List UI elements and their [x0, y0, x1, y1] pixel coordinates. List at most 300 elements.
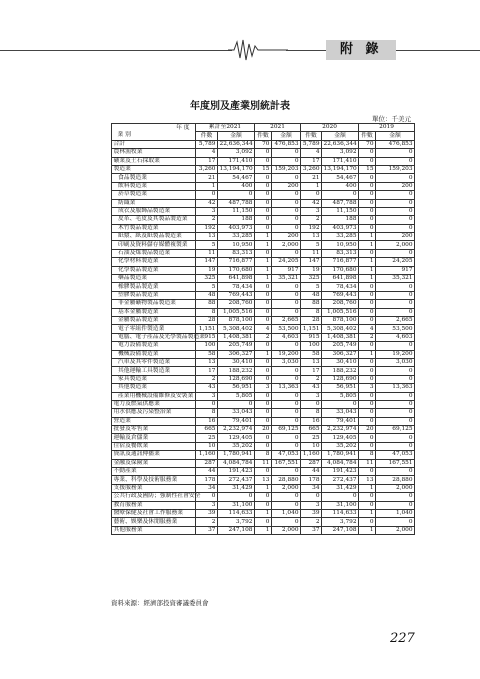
- amount-cell: 19,200: [376, 350, 415, 358]
- amount-cell: 53,500: [272, 325, 301, 333]
- count-cell: 1,151: [301, 325, 322, 333]
- table-row: [112, 434, 415, 442]
- amount-cell: 10,950: [218, 241, 255, 249]
- count-cell: 2: [301, 518, 322, 526]
- amount-cell: 1,408,381: [322, 333, 359, 341]
- amount-cell: 2,000: [272, 484, 301, 492]
- count-cell: 3: [196, 501, 218, 509]
- count-cell: 3: [301, 392, 322, 400]
- table-row: [112, 476, 415, 484]
- amount-cell: 188: [218, 216, 255, 224]
- amount-cell: 400: [322, 182, 359, 190]
- amount-cell: 0: [376, 409, 415, 417]
- amount-cell: 24,205: [376, 258, 415, 266]
- count-cell: 147: [301, 258, 322, 266]
- table-row: [112, 333, 415, 341]
- amount-cell: 200: [272, 233, 301, 241]
- count-cell: 8: [301, 409, 322, 417]
- row-label: 批發及零售業: [112, 426, 196, 434]
- sub-header: 金額: [376, 132, 415, 140]
- table-row: [112, 199, 415, 207]
- table-row: [112, 409, 415, 417]
- amount-cell: 476,853: [376, 140, 415, 148]
- count-cell: 28: [196, 316, 218, 324]
- count-cell: 0: [255, 149, 272, 157]
- table-row: [112, 191, 415, 199]
- table-row: [112, 493, 415, 501]
- count-cell: 325: [196, 275, 218, 283]
- count-cell: 665: [301, 426, 322, 434]
- sub-header: 金額: [272, 132, 301, 140]
- row-label: 住宿及餐飲業: [112, 442, 196, 450]
- year-header: 2020: [301, 124, 359, 132]
- row-label: 金融及保險業: [112, 459, 196, 467]
- count-cell: 0: [255, 518, 272, 526]
- row-label: 印刷及資料儲存媒體複製業: [112, 241, 196, 249]
- count-cell: 58: [301, 350, 322, 358]
- amount-cell: 5,805: [322, 392, 359, 400]
- count-cell: 0: [255, 308, 272, 316]
- amount-cell: 54,467: [218, 174, 255, 182]
- amount-cell: 188,232: [218, 367, 255, 375]
- table-row: [112, 518, 415, 526]
- amount-cell: 2,232,974: [322, 426, 359, 434]
- table-row: [112, 216, 415, 224]
- amount-cell: 0: [272, 149, 301, 157]
- row-label: 石油及煤製品製造業: [112, 249, 196, 257]
- amount-cell: 33,285: [322, 233, 359, 241]
- amount-cell: 0: [376, 199, 415, 207]
- count-cell: 2: [359, 333, 376, 341]
- count-cell: 1: [359, 509, 376, 517]
- count-cell: 0: [255, 434, 272, 442]
- row-label: 礦業及土石採取業: [112, 157, 196, 165]
- count-cell: 0: [359, 493, 376, 501]
- row-label: 合計: [112, 140, 196, 148]
- count-cell: 0: [255, 182, 272, 190]
- count-cell: 287: [196, 459, 218, 467]
- amount-cell: 306,327: [218, 350, 255, 358]
- count-cell: 25: [301, 434, 322, 442]
- amount-cell: 33,285: [218, 233, 255, 241]
- count-cell: 0: [255, 375, 272, 383]
- count-cell: 2: [196, 518, 218, 526]
- count-cell: 0: [255, 501, 272, 509]
- count-cell: 0: [255, 174, 272, 182]
- amount-cell: 0: [376, 417, 415, 425]
- count-cell: 178: [301, 476, 322, 484]
- sub-header: 件數: [359, 132, 376, 140]
- count-cell: 1,160: [196, 451, 218, 459]
- count-cell: 48: [196, 291, 218, 299]
- amount-cell: 0: [376, 367, 415, 375]
- table-row: [112, 459, 415, 467]
- count-cell: 70: [359, 140, 376, 148]
- amount-cell: 3,092: [322, 149, 359, 157]
- count-cell: 17: [301, 367, 322, 375]
- amount-cell: 0: [376, 375, 415, 383]
- amount-cell: 1,040: [272, 509, 301, 517]
- count-cell: 39: [301, 509, 322, 517]
- row-label: 資訊及通訊傳播業: [112, 451, 196, 459]
- amount-cell: 0: [272, 409, 301, 417]
- table-row: [112, 442, 415, 450]
- row-label: 電力及燃氣供應業: [112, 400, 196, 408]
- amount-cell: 1,005,516: [218, 308, 255, 316]
- amount-cell: 0: [218, 493, 255, 501]
- unit-label: 單位：千美元: [372, 115, 411, 123]
- amount-cell: 0: [272, 291, 301, 299]
- amount-cell: 0: [376, 191, 415, 199]
- count-cell: 0: [359, 358, 376, 366]
- count-cell: 0: [359, 207, 376, 215]
- count-cell: 17: [196, 157, 218, 165]
- count-cell: 19: [301, 266, 322, 274]
- row-label: 菸草製造業: [112, 191, 196, 199]
- count-cell: 19: [196, 266, 218, 274]
- count-cell: 0: [359, 291, 376, 299]
- count-cell: 28: [301, 316, 322, 324]
- amount-cell: 114,633: [322, 509, 359, 517]
- year-header: 2019: [359, 124, 415, 132]
- table-row: [112, 526, 415, 534]
- table-row: [112, 400, 415, 408]
- count-cell: 1: [255, 258, 272, 266]
- count-cell: 1: [359, 258, 376, 266]
- count-cell: 13: [301, 358, 322, 366]
- row-label: 產業用機械設備維修及安裝業: [112, 392, 196, 400]
- count-cell: 13: [255, 476, 272, 484]
- amount-cell: 4,603: [272, 333, 301, 341]
- count-cell: 0: [255, 367, 272, 375]
- amount-cell: 769,443: [322, 291, 359, 299]
- amount-cell: 33,043: [322, 409, 359, 417]
- row-label: 其他服務業: [112, 526, 196, 534]
- amount-cell: 0: [272, 392, 301, 400]
- count-cell: 1: [255, 526, 272, 534]
- table-row: [112, 275, 415, 283]
- count-cell: 0: [359, 442, 376, 450]
- count-cell: 0: [359, 174, 376, 182]
- amount-cell: 47,053: [376, 451, 415, 459]
- count-cell: 1: [255, 233, 272, 241]
- count-cell: 11: [359, 459, 376, 467]
- amount-cell: 24,205: [272, 258, 301, 266]
- amount-cell: 0: [272, 468, 301, 476]
- amount-cell: 400: [218, 182, 255, 190]
- count-cell: 58: [196, 350, 218, 358]
- amount-cell: 11,150: [218, 207, 255, 215]
- amount-cell: 79,401: [218, 417, 255, 425]
- count-cell: 20: [255, 426, 272, 434]
- count-cell: 13: [359, 476, 376, 484]
- table-row: [112, 241, 415, 249]
- amount-cell: 56,951: [322, 384, 359, 392]
- amount-cell: 2,000: [272, 526, 301, 534]
- table-row: [112, 266, 415, 274]
- amount-cell: 79,401: [322, 417, 359, 425]
- amount-cell: 208,760: [322, 300, 359, 308]
- amount-cell: 272,437: [322, 476, 359, 484]
- count-cell: 25: [196, 434, 218, 442]
- table-row: [112, 509, 415, 517]
- amount-cell: 0: [272, 207, 301, 215]
- count-cell: 0: [255, 191, 272, 199]
- count-cell: 3: [359, 384, 376, 392]
- amount-cell: 1,040: [376, 509, 415, 517]
- count-cell: 1: [359, 241, 376, 249]
- count-cell: 1: [359, 484, 376, 492]
- count-cell: 0: [255, 493, 272, 501]
- waveform-icon: [228, 36, 288, 66]
- amount-cell: 35,321: [376, 275, 415, 283]
- amount-cell: 2,665: [376, 316, 415, 324]
- count-cell: 4: [196, 149, 218, 157]
- count-cell: 11: [301, 249, 322, 257]
- count-cell: 3: [255, 384, 272, 392]
- amount-cell: 83,313: [218, 249, 255, 257]
- count-cell: 665: [196, 426, 218, 434]
- amount-cell: 5,805: [218, 392, 255, 400]
- statistics-table: [111, 123, 415, 535]
- row-label: 紡織業: [112, 199, 196, 207]
- amount-cell: 2,000: [376, 484, 415, 492]
- count-cell: 0: [196, 493, 218, 501]
- count-cell: 17: [301, 157, 322, 165]
- amount-cell: 35,321: [272, 275, 301, 283]
- row-label: 其他製造業: [112, 384, 196, 392]
- count-cell: 0: [359, 400, 376, 408]
- row-label: 紙漿、紙及紙製品製造業: [112, 233, 196, 241]
- count-cell: 5: [196, 241, 218, 249]
- sub-header: 件數: [301, 132, 322, 140]
- count-cell: 43: [301, 384, 322, 392]
- amount-cell: 0: [376, 493, 415, 501]
- amount-cell: 0: [376, 216, 415, 224]
- count-cell: 17: [196, 367, 218, 375]
- count-cell: 4: [359, 325, 376, 333]
- count-cell: 0: [255, 224, 272, 232]
- count-cell: 0: [359, 375, 376, 383]
- amount-cell: 200: [376, 233, 415, 241]
- count-cell: 16: [301, 417, 322, 425]
- count-cell: 915: [301, 333, 322, 341]
- sub-header: 件數: [255, 132, 272, 140]
- amount-cell: 0: [272, 283, 301, 291]
- amount-cell: 171,410: [322, 157, 359, 165]
- count-cell: 1: [196, 182, 218, 190]
- table-title: 年度別及產業別統計表: [190, 101, 290, 112]
- amount-cell: 0: [322, 400, 359, 408]
- amount-cell: 0: [272, 417, 301, 425]
- amount-cell: 167,551: [272, 459, 301, 467]
- table-row: [112, 316, 415, 324]
- count-cell: 42: [196, 199, 218, 207]
- count-cell: 100: [196, 342, 218, 350]
- count-cell: 1,160: [301, 451, 322, 459]
- amount-cell: 0: [376, 308, 415, 316]
- count-cell: 0: [255, 342, 272, 350]
- amount-cell: 188,232: [322, 367, 359, 375]
- table-row: [112, 468, 415, 476]
- amount-cell: 1,780,941: [322, 451, 359, 459]
- amount-cell: 0: [376, 468, 415, 476]
- row-label: 教育服務業: [112, 501, 196, 509]
- count-cell: 287: [301, 459, 322, 467]
- count-cell: 2: [301, 375, 322, 383]
- amount-cell: 0: [272, 342, 301, 350]
- count-cell: 0: [255, 468, 272, 476]
- table-row: [112, 149, 415, 157]
- amount-cell: 769,443: [218, 291, 255, 299]
- count-cell: 915: [196, 333, 218, 341]
- count-cell: 0: [301, 191, 322, 199]
- corner-category-label: 業 別: [117, 131, 131, 138]
- amount-cell: 22,636,344: [219, 140, 253, 147]
- count-cell: 20: [359, 426, 376, 434]
- count-cell: 100: [301, 342, 322, 350]
- count-cell: 0: [359, 409, 376, 417]
- amount-cell: 0: [376, 291, 415, 299]
- amount-cell: 200: [272, 182, 301, 190]
- count-cell: 0: [255, 417, 272, 425]
- count-cell: 48: [301, 291, 322, 299]
- amount-cell: 3,030: [376, 358, 415, 366]
- amount-cell: 205,749: [218, 342, 255, 350]
- row-label: 專業、科學及技術服務業: [112, 476, 196, 484]
- amount-cell: 0: [376, 174, 415, 182]
- count-cell: 2: [196, 216, 218, 224]
- count-cell: 0: [359, 191, 376, 199]
- table-row: [112, 392, 415, 400]
- amount-cell: 188: [322, 216, 359, 224]
- amount-cell: 1,408,381: [218, 333, 255, 341]
- count-cell: 1: [255, 266, 272, 274]
- amount-cell: 56,951: [218, 384, 255, 392]
- count-cell: 1: [255, 484, 272, 492]
- count-cell: 44: [196, 468, 218, 476]
- page-number: 227: [390, 631, 415, 646]
- amount-cell: 0: [376, 249, 415, 257]
- table-row: [112, 384, 415, 392]
- count-cell: 0: [359, 283, 376, 291]
- amount-cell: 19,200: [272, 350, 301, 358]
- row-label: 化學製品製造業: [112, 266, 196, 274]
- amount-cell: 13,363: [376, 384, 415, 392]
- count-cell: 39: [196, 509, 218, 517]
- amount-cell: 1,780,941: [218, 451, 255, 459]
- count-cell: 3,260: [301, 165, 322, 173]
- row-label: 基本金屬製造業: [112, 308, 196, 316]
- amount-cell: 129,405: [218, 434, 255, 442]
- count-cell: 4: [255, 325, 272, 333]
- row-label: 汽車及其零件製造業: [112, 358, 196, 366]
- count-cell: 8: [196, 308, 218, 316]
- table-row: [112, 165, 415, 173]
- row-label: 皮革、毛皮及其製品製造業: [112, 216, 196, 224]
- count-cell: 8: [255, 451, 272, 459]
- amount-cell: 272,437: [218, 476, 255, 484]
- row-label: 製造業: [112, 165, 196, 173]
- count-cell: 0: [359, 249, 376, 257]
- count-cell: 2: [255, 333, 272, 341]
- amount-cell: 3,792: [218, 518, 255, 526]
- amount-cell: 35,202: [218, 442, 255, 450]
- count-cell: 13: [301, 233, 322, 241]
- row-label: 支援服務業: [112, 484, 196, 492]
- amount-cell: 171,410: [218, 157, 255, 165]
- amount-cell: 208,760: [218, 300, 255, 308]
- amount-cell: 917: [376, 266, 415, 274]
- count-cell: 0: [301, 400, 322, 408]
- table-row: [112, 182, 415, 190]
- amount-cell: 641,898: [322, 275, 359, 283]
- amount-cell: 2,665: [272, 316, 301, 324]
- row-label: 用水供應及污染整治業: [112, 409, 196, 417]
- amount-cell: 53,500: [376, 325, 415, 333]
- table-row: [112, 417, 415, 425]
- amount-cell: 28,880: [376, 476, 415, 484]
- count-cell: 3: [196, 392, 218, 400]
- amount-cell: 170,680: [218, 266, 255, 274]
- count-cell: 43: [196, 384, 218, 392]
- table-row: [112, 283, 415, 291]
- amount-cell: 0: [272, 400, 301, 408]
- amount-cell: 0: [376, 442, 415, 450]
- count-cell: 10: [301, 442, 322, 450]
- count-cell: 0: [255, 400, 272, 408]
- amount-cell: 54,467: [322, 174, 359, 182]
- sub-header: 金額: [218, 132, 255, 140]
- count-cell: 0: [255, 216, 272, 224]
- amount-cell: 0: [376, 300, 415, 308]
- table-row: [112, 426, 415, 434]
- count-cell: 88: [301, 300, 322, 308]
- amount-cell: 5,308,402: [218, 325, 255, 333]
- count-cell: 37: [196, 526, 218, 534]
- amount-cell: 0: [376, 157, 415, 165]
- count-cell: 0: [359, 468, 376, 476]
- corner-year-label: 年 度: [176, 124, 190, 131]
- amount-cell: 0: [272, 308, 301, 316]
- amount-cell: 83,313: [322, 249, 359, 257]
- row-label: 藥品製造業: [112, 275, 196, 283]
- row-label: 木竹製品製造業: [112, 224, 196, 232]
- count-cell: 0: [359, 199, 376, 207]
- amount-cell: 0: [376, 392, 415, 400]
- count-cell: 34: [196, 484, 218, 492]
- table-row: [112, 350, 415, 358]
- amount-cell: 4,603: [376, 333, 415, 341]
- count-cell: 0: [255, 300, 272, 308]
- amount-cell: 3,092: [218, 149, 255, 157]
- count-cell: 0: [255, 442, 272, 450]
- amount-cell: 128,690: [218, 375, 255, 383]
- amount-cell: 0: [218, 400, 255, 408]
- amount-cell: 69,125: [272, 426, 301, 434]
- row-label: 機械設備製造業: [112, 350, 196, 358]
- count-cell: 3: [196, 207, 218, 215]
- row-label: 電子零組件製造業: [112, 325, 196, 333]
- count-cell: 1: [359, 275, 376, 283]
- count-cell: 21: [196, 174, 218, 182]
- count-cell: 5,789: [196, 140, 218, 148]
- amount-cell: 4,084,784: [322, 459, 359, 467]
- count-cell: 1: [359, 350, 376, 358]
- amount-cell: 0: [272, 216, 301, 224]
- count-cell: 0: [359, 417, 376, 425]
- amount-cell: 403,973: [218, 224, 255, 232]
